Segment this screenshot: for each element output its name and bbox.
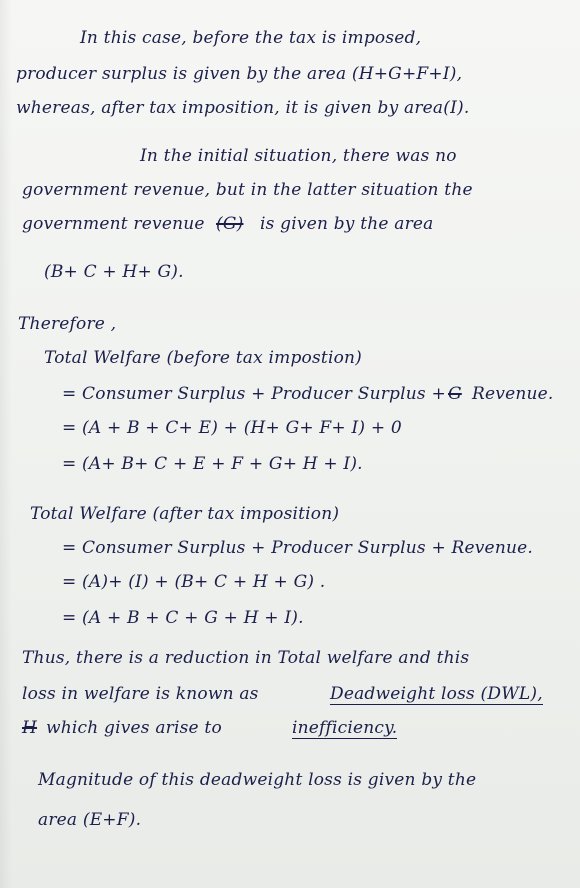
equation-before-2: = (A + B + C+ E) + (H+ G+ F+ I) + 0 bbox=[62, 418, 402, 438]
note-line-6b: is given by the area bbox=[260, 214, 434, 234]
inefficiency-term: inefficiency. bbox=[292, 718, 398, 738]
struck-out-word: (G) bbox=[216, 214, 244, 234]
equation-before-1b: Revenue. bbox=[472, 384, 554, 404]
deadweight-loss-term: Deadweight loss (DWL), bbox=[330, 684, 543, 704]
struck-out-mark: H bbox=[22, 718, 38, 738]
page-edge-shadow bbox=[0, 0, 12, 888]
note-line-5: government revenue, but in the latter situation the bbox=[22, 180, 473, 200]
note-line-1: In this case, before the tax is imposed, bbox=[80, 28, 422, 48]
conclusion-line-1: Thus, there is a reduction in Total welfare and this bbox=[22, 648, 470, 668]
therefore-heading: Therefore , bbox=[18, 314, 117, 334]
equation-after-3: = (A + B + C + G + H + I). bbox=[62, 608, 304, 628]
welfare-after-heading: Total Welfare (after tax imposition) bbox=[30, 504, 340, 524]
welfare-before-heading: Total Welfare (before tax impostion) bbox=[44, 348, 362, 368]
equation-before-3: = (A+ B+ C + E + F + G+ H + I). bbox=[62, 454, 363, 474]
struck-out-letter: G bbox=[448, 384, 462, 404]
conclusion-line-3a: which gives arise to bbox=[46, 718, 222, 738]
note-line-2: producer surplus is given by the area (H+G+F+I), bbox=[16, 64, 463, 84]
note-line-7: (B+ C + H+ G). bbox=[44, 262, 184, 282]
equation-after-2: = (A)+ (I) + (B+ C + H + G) . bbox=[62, 572, 326, 592]
note-line-6a: government revenue bbox=[22, 214, 205, 234]
conclusion-line-2a: loss in welfare is known as bbox=[22, 684, 259, 704]
equation-after-1: = Consumer Surplus + Producer Surplus + Revenue. bbox=[62, 538, 533, 558]
equation-before-1a: = Consumer Surplus + Producer Surplus + bbox=[62, 384, 446, 404]
note-line-3: whereas, after tax imposition, it is given by area(I). bbox=[16, 98, 470, 118]
magnitude-line-2: area (E+F). bbox=[38, 810, 142, 830]
note-line-4: In the initial situation, there was no bbox=[140, 146, 457, 166]
magnitude-line-1: Magnitude of this deadweight loss is given by the bbox=[38, 770, 477, 790]
